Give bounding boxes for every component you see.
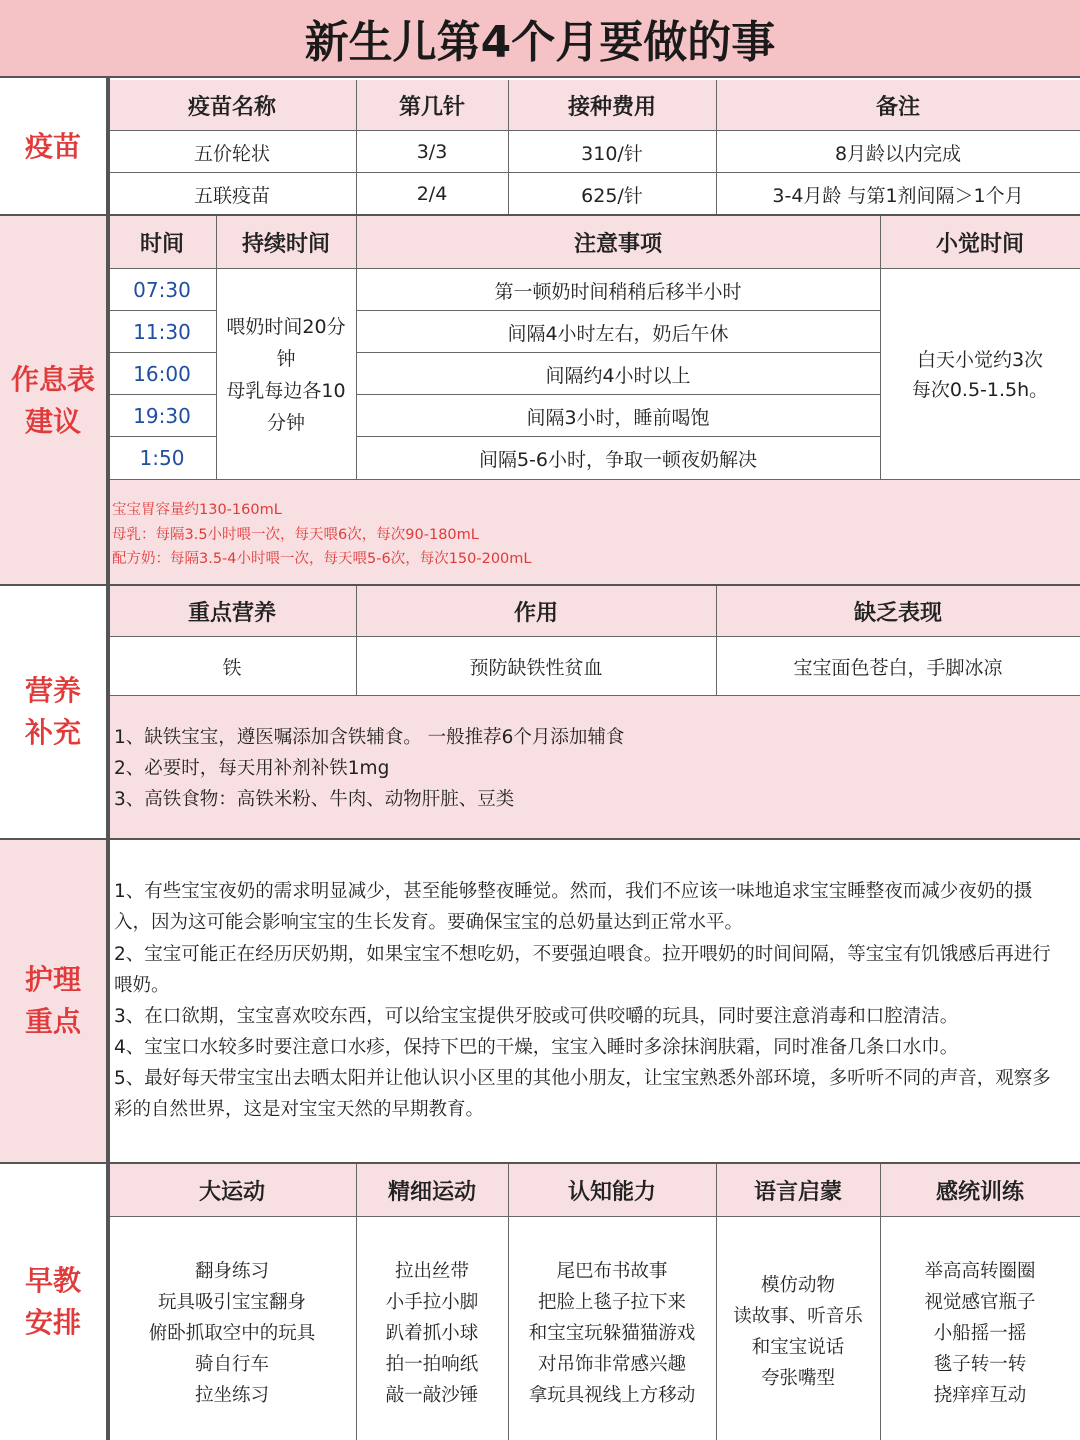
schedule-time: 16:00	[133, 362, 191, 386]
nutrition-note: 3、高铁食物：高铁米粉、牛肉、动物肝脏、豆类	[114, 789, 515, 810]
vaccine-header-dose: 第几针	[356, 80, 508, 130]
edu-header: 感统训练	[880, 1164, 1080, 1216]
edu-list-sensory	[880, 1256, 1080, 1411]
vaccine-header-note: 备注	[716, 80, 1080, 130]
edu-header: 精细运动	[356, 1164, 508, 1216]
edu-header: 认知能力	[508, 1164, 716, 1216]
nutrition-header: 缺乏表现	[716, 586, 1080, 636]
list-item: 夸张嘴型	[760, 1368, 835, 1389]
list-item: 小船摇一摇	[933, 1323, 1027, 1344]
edu-list-cognitive	[508, 1256, 716, 1411]
list-item: 小手拉小脚	[385, 1292, 479, 1313]
list-item: 模仿动物	[760, 1275, 835, 1296]
care-paragraph: 2、宝宝可能正在经历厌奶期，如果宝宝不想吃奶，不要强迫喂食。拉开喂奶的时间间隔，等宝宝有饥饿感后再进行喂奶。	[114, 944, 1051, 996]
list-item: 敲一敲沙锤	[385, 1385, 479, 1406]
section-label-nutrition: 营养 补充	[0, 586, 108, 838]
list-item: 趴着抓小球	[385, 1323, 479, 1344]
edu-header: 大运动	[108, 1164, 356, 1216]
schedule-time: 1:50	[139, 446, 185, 470]
care-paragraph: 4、宝宝口水较多时要注意口水疹，保持下巴的干燥，宝宝入睡时多涂抹润肤霜，同时准备几条口水巾。	[114, 1037, 959, 1058]
nutrition-note: 2、必要时，每天用补剂补铁1mg	[114, 758, 390, 779]
schedule-time: 19:30	[133, 404, 191, 428]
schedule-note: 第一顿奶时间稍稍后移半小时	[494, 280, 742, 303]
nutrition-cell: 铁	[222, 656, 242, 679]
care-paragraph: 5、最好每天带宝宝出去晒太阳并让他认识小区里的其他小朋友，让宝宝熟悉外部环境，多听听不同的声音，观察多彩的自然世界，这是对宝宝天然的早期教育。	[114, 1068, 1051, 1120]
list-item: 拿玩具视线上方移动	[528, 1385, 696, 1406]
vaccine-cell: 五价轮状	[193, 142, 270, 165]
vaccine-cell: 2/4	[416, 183, 448, 205]
vaccine-cell: 8月龄以内完成	[834, 142, 962, 165]
list-item: 玩具吸引宝宝翻身	[157, 1292, 306, 1313]
schedule-time: 07:30	[133, 278, 191, 302]
list-item: 和宝宝玩躲猫猫游戏	[528, 1323, 696, 1344]
list-item: 挠痒痒互动	[933, 1385, 1027, 1406]
page-title: 新生儿第4个月要做的事	[0, 0, 1080, 78]
vaccine-cell: 3-4月龄 与第1剂间隔＞1个月	[772, 184, 1024, 207]
list-item: 拉出丝带	[394, 1261, 469, 1282]
schedule-header-time: 时间	[139, 231, 184, 257]
list-item: 对吊饰非常感兴趣	[537, 1354, 686, 1375]
care-paragraph: 3、在口欲期，宝宝喜欢咬东西，可以给宝宝提供牙胶或可供咬嚼的玩具，同时要注意消毒和口腔清洁。	[114, 1006, 959, 1027]
nutrition-cell: 预防缺铁性贫血	[469, 656, 603, 679]
section-label-care: 护理 重点	[0, 840, 108, 1162]
vaccine-header-cost: 接种费用	[508, 80, 716, 130]
section-label-schedule: 作息表 建议	[0, 216, 108, 585]
nutrition-note: 1、缺铁宝宝，遵医嘱添加含铁辅食。 一般推荐6个月添加辅食	[114, 727, 625, 748]
care-paragraph: 1、有些宝宝夜奶的需求明显减少，甚至能够整夜睡觉。然而，我们不应该一味地追求宝宝睡整夜而减少夜奶的摄入，因为这可能会影响宝宝的生长发育。要确保宝宝的总奶量达到正常水平。	[114, 881, 1033, 933]
schedule-header-notes: 注意事项	[573, 231, 662, 257]
section-label-vaccine: 疫苗	[0, 78, 108, 215]
schedule-note: 间隔3小时，睡前喝饱	[526, 406, 710, 429]
schedule-note: 间隔4小时左右，奶后午休	[507, 322, 729, 345]
list-item: 把脸上毯子拉下来	[537, 1292, 686, 1313]
vaccine-cell: 310/针	[581, 142, 643, 165]
list-item: 拍一拍响纸	[385, 1354, 479, 1375]
schedule-nap: 白天小觉约3次 每次0.5-1.5h。	[911, 349, 1049, 401]
vaccine-cell: 625/针	[581, 184, 643, 207]
edu-list-gross-motor	[108, 1256, 356, 1411]
list-item: 视觉感官瓶子	[924, 1292, 1036, 1313]
vaccine-cell: 3/3	[416, 141, 448, 163]
edu-list-fine-motor	[356, 1256, 508, 1411]
vaccine-cell: 五联疫苗	[193, 184, 270, 207]
list-item: 举高高转圈圈	[924, 1261, 1036, 1282]
list-item: 和宝宝说话	[751, 1337, 845, 1358]
list-item: 读故事、听音乐	[733, 1306, 863, 1327]
nutrition-cell: 宝宝面色苍白，手脚冰凉	[793, 656, 1003, 679]
nutrition-header: 重点营养	[108, 586, 356, 636]
nutrition-header: 作用	[356, 586, 716, 636]
schedule-duration: 喂奶时间20分钟 母乳每边各10分钟	[226, 316, 346, 434]
edu-list-language	[716, 1270, 880, 1394]
section-label-early-edu: 早教 安排	[0, 1164, 108, 1440]
schedule-time: 11:30	[133, 320, 191, 344]
vaccine-header-name: 疫苗名称	[108, 80, 356, 130]
feeding-tip: 母乳：每隔3.5小时喂一次，每天喂6次，每次90-180mL	[112, 527, 479, 543]
list-item: 毯子转一转	[933, 1354, 1027, 1375]
list-item: 翻身练习	[194, 1261, 269, 1282]
schedule-header-nap: 小觉时间	[935, 231, 1024, 257]
list-item: 尾巴布书故事	[556, 1261, 668, 1282]
schedule-note: 间隔约4小时以上	[545, 364, 691, 387]
list-item: 骑自行车	[194, 1354, 269, 1375]
feeding-tip: 配方奶：每隔3.5-4小时喂一次，每天喂5-6次，每次150-200mL	[112, 551, 532, 567]
list-item: 俯卧抓取空中的玩具	[148, 1323, 316, 1344]
list-item: 拉坐练习	[194, 1385, 269, 1406]
feeding-tip: 宝宝胃容量约130-160mL	[112, 502, 282, 518]
schedule-note: 间隔5-6小时，争取一顿夜奶解决	[478, 448, 758, 471]
schedule-header-duration: 持续时间	[241, 231, 330, 257]
edu-header: 语言启蒙	[716, 1164, 880, 1216]
